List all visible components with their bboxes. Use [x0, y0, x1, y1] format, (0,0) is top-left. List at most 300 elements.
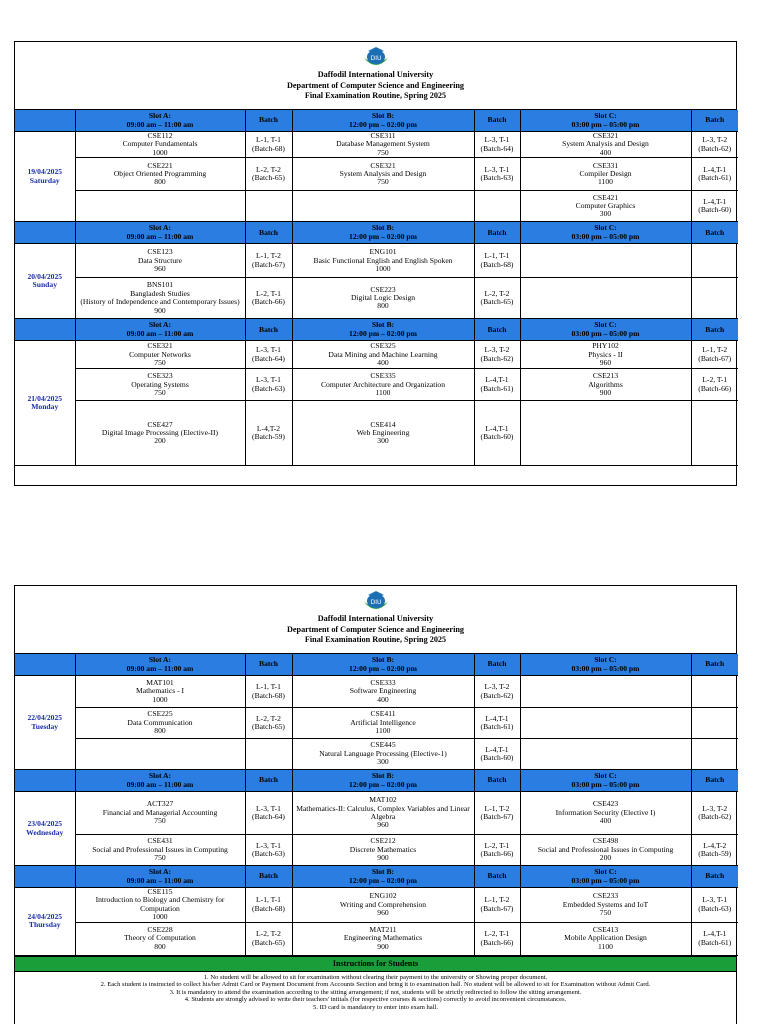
- batch-line: (Batch-67): [252, 259, 285, 269]
- course-line: 400: [377, 357, 389, 367]
- course-line: 800: [154, 941, 166, 951]
- course-cell: [520, 835, 691, 866]
- course-code: CSE413: [592, 925, 619, 935]
- batch-line: L-1, T-2: [484, 803, 510, 813]
- course-cell: [292, 341, 474, 369]
- course-cell: [292, 708, 474, 739]
- course-cell: [75, 922, 245, 955]
- exam-row: [15, 922, 738, 955]
- course-line: 1100: [598, 941, 613, 951]
- course-code: CSE445: [370, 740, 396, 750]
- batch-cell: [691, 244, 738, 278]
- routine-table: [15, 654, 738, 956]
- batch-line: (Batch-61): [698, 937, 732, 947]
- exam-row: [15, 676, 738, 708]
- course-cell: [75, 792, 245, 835]
- course-cell: [75, 708, 245, 739]
- exam-weekday: Tuesday: [31, 721, 59, 731]
- batch-cell: [474, 835, 520, 866]
- course-line: 400: [599, 816, 612, 826]
- course-cell: [520, 191, 691, 222]
- batch-line: L-3, T-1: [256, 345, 281, 355]
- batch-line: (Batch-67): [480, 812, 514, 821]
- course-code: BNS101: [146, 280, 174, 290]
- course-cell: [520, 676, 691, 708]
- course-line: Information Security (Elective I): [555, 807, 656, 817]
- slot-b-header-time: 12:00 pm – 02:00 pm: [349, 875, 417, 885]
- batch-header: Batch: [474, 770, 520, 792]
- batch-header: Batch: [245, 319, 292, 341]
- course-line: (History of Independence and Contemporary Issues): [80, 297, 240, 307]
- course-code: CSE223: [370, 284, 396, 294]
- slot-c-header-label: Slot C:: [594, 867, 617, 877]
- batch-cell: [245, 401, 292, 466]
- course-code: CSE321: [147, 341, 173, 351]
- course-code: PHY102: [592, 341, 619, 351]
- course-code: CSE498: [592, 836, 619, 846]
- course-cell: [292, 191, 474, 222]
- course-cell: [75, 739, 245, 770]
- slot-header-row: [15, 319, 738, 341]
- batch-cell: [474, 278, 520, 319]
- batch-line: (Batch-63): [252, 849, 285, 858]
- batch-header: Batch: [691, 319, 738, 341]
- course-line: 750: [154, 816, 166, 826]
- department-name: Department of Computer Science and Engineering: [286, 624, 464, 634]
- course-line: Algorithms: [588, 379, 623, 389]
- slot-header-blank: [15, 319, 75, 341]
- course-cell: [75, 278, 245, 319]
- batch-line: L-1, T-1: [256, 895, 281, 905]
- batch-line: L-3, T-1: [256, 840, 281, 850]
- date-cell: [15, 341, 75, 466]
- batch-header: Batch: [691, 110, 738, 132]
- course-line: Software Engineering: [349, 686, 417, 696]
- course-line: System Analysis and Design: [339, 169, 427, 179]
- batch-cell: [474, 401, 520, 466]
- batch-line: L-2, T-2: [256, 164, 281, 174]
- batch-line: L-1, T-2: [702, 345, 728, 355]
- course-line: 200: [154, 436, 166, 446]
- batch-line: L-4,T-1: [485, 744, 509, 754]
- department-name: Department of Computer Science and Engineering: [286, 80, 464, 90]
- batch-line: (Batch-64): [252, 353, 285, 363]
- course-cell: [520, 739, 691, 770]
- slot-b-header-time: 12:00 pm – 02:00 pm: [349, 328, 417, 338]
- slot-b-header: [292, 866, 474, 888]
- batch-line: L-3, T-2: [702, 803, 728, 813]
- course-line: Bangladesh Studies: [130, 288, 190, 298]
- slot-c-header-time: 03:00 pm – 05:00 pm: [571, 663, 640, 673]
- batch-line: L-1, T-1: [484, 251, 510, 261]
- course-cell: [75, 835, 245, 866]
- course-cell: [520, 401, 691, 466]
- course-line: Computer Fundamentals: [122, 139, 198, 149]
- course-cell: [292, 888, 474, 923]
- course-cell: [75, 369, 245, 401]
- course-line: 300: [377, 436, 389, 446]
- slot-a-header-time: 09:00 am – 11:00 am: [126, 663, 194, 673]
- batch-line: (Batch-63): [480, 173, 514, 183]
- slot-a-header-label: Slot A:: [148, 111, 172, 121]
- batch-cell: [245, 369, 292, 401]
- course-cell: [520, 922, 691, 955]
- batch-line: L-2, T-1: [484, 840, 510, 850]
- course-code: CSE333: [370, 677, 396, 687]
- course-line: 1100: [375, 387, 391, 397]
- course-cell: [520, 244, 691, 278]
- batch-cell: [474, 191, 520, 222]
- course-cell: [75, 191, 245, 222]
- slot-b-header-time: 12:00 pm – 02:00 pm: [349, 779, 417, 789]
- course-code: CSE421: [592, 192, 619, 202]
- routine-header: [15, 586, 736, 654]
- batch-cell: [245, 708, 292, 739]
- course-line: 300: [599, 209, 612, 219]
- course-line: Theory of Computation: [124, 933, 196, 943]
- course-line: Digital Logic Design: [350, 293, 416, 303]
- slot-b-header-time: 12:00 pm – 02:00 pm: [349, 663, 417, 673]
- batch-line: L-2, T-2: [256, 929, 281, 939]
- batch-cell: [691, 401, 738, 466]
- batch-line: L-4,T-1: [703, 164, 727, 174]
- slot-b-header: [292, 654, 474, 676]
- batch-line: (Batch-67): [480, 903, 514, 913]
- course-line: Writing and Comprehension: [339, 899, 427, 909]
- exam-date: 24/04/2025: [27, 911, 63, 921]
- slot-header-blank: [15, 222, 75, 244]
- batch-cell: [474, 341, 520, 369]
- course-line: Computer Networks: [129, 349, 191, 359]
- batch-cell: [474, 244, 520, 278]
- course-cell: [75, 158, 245, 191]
- course-code: CSE212: [370, 836, 396, 846]
- slot-c-header-time: 03:00 pm – 05:00 pm: [571, 119, 640, 129]
- batch-line: (Batch-61): [698, 173, 732, 183]
- batch-cell: [474, 708, 520, 739]
- slot-a-header-label: Slot A:: [148, 223, 172, 233]
- batch-line: (Batch-65): [252, 722, 285, 731]
- course-code: CSE112: [147, 131, 173, 140]
- batch-cell: [474, 158, 520, 191]
- course-code: ENG102: [369, 891, 397, 901]
- course-code: CSE321: [592, 131, 619, 140]
- course-code: CSE123: [147, 247, 173, 257]
- exam-row: [15, 158, 738, 191]
- instruction-item: 1. No student will be allowed to sit for examination without clearing their payment to the university or Showing proper document.: [203, 973, 548, 981]
- exam-row: [15, 792, 738, 835]
- batch-cell: [474, 739, 520, 770]
- batch-header: Batch: [245, 770, 292, 792]
- batch-line: (Batch-62): [480, 353, 514, 363]
- routine-title: Final Examination Routine, Spring 2025: [304, 635, 447, 644]
- instruction-item: 4. Students are strongly advised to write their teachers' initials (for respective courses & sections) correctly to avoid inconvenient circumstances.: [184, 996, 567, 1004]
- routine-page-2: [14, 585, 737, 1024]
- course-line: Computer Graphics: [575, 201, 636, 211]
- exam-date: 22/04/2025: [27, 713, 63, 723]
- course-line: 750: [154, 357, 166, 367]
- course-line: Embedded Systems and IoT: [562, 899, 649, 909]
- course-cell: [292, 676, 474, 708]
- slot-b-header: [292, 770, 474, 792]
- course-line: 1100: [375, 726, 391, 736]
- batch-line: L-3, T-2: [484, 682, 510, 692]
- slot-c-header-label: Slot C:: [594, 655, 617, 665]
- batch-cell: [245, 244, 292, 278]
- batch-cell: [245, 792, 292, 835]
- batch-cell: [691, 369, 738, 401]
- slot-a-header-label: Slot A:: [148, 655, 172, 665]
- batch-line: L-4,T-1: [485, 423, 509, 433]
- batch-cell: [245, 739, 292, 770]
- course-cell: [292, 922, 474, 955]
- course-line: 900: [377, 853, 389, 863]
- slot-header-blank: [15, 770, 75, 792]
- exam-weekday: Wednesday: [26, 827, 64, 837]
- slot-b-header: [292, 319, 474, 341]
- slot-header-row: [15, 866, 738, 888]
- course-line: 750: [154, 853, 166, 863]
- batch-line: L-4,T-1: [485, 713, 509, 723]
- batch-line: (Batch-66): [698, 383, 732, 393]
- date-cell: [15, 244, 75, 319]
- course-line: 750: [154, 387, 166, 397]
- course-line: 750: [377, 147, 389, 157]
- slot-a-header-time: 09:00 am – 11:00 am: [126, 119, 194, 129]
- course-cell: [75, 888, 245, 923]
- batch-header: Batch: [691, 222, 738, 244]
- course-cell: [292, 792, 474, 835]
- slot-b-header-label: Slot B:: [371, 111, 395, 121]
- batch-line: (Batch-68): [252, 143, 285, 153]
- course-code: CSE321: [370, 160, 396, 170]
- batch-cell: [245, 341, 292, 369]
- course-code: ENG101: [369, 247, 397, 257]
- course-line: 300: [377, 757, 389, 767]
- batch-line: L-1, T-1: [256, 682, 281, 692]
- batch-header: Batch: [474, 866, 520, 888]
- course-line: 960: [599, 357, 612, 367]
- slot-a-header-time: 09:00 am – 11:00 am: [126, 328, 194, 338]
- slot-a-header: [75, 110, 245, 132]
- batch-line: L-2, T-1: [702, 375, 728, 385]
- slot-c-header: [520, 866, 691, 888]
- batch-cell: [245, 158, 292, 191]
- slot-a-header-label: Slot A:: [148, 867, 172, 877]
- course-cell: [520, 132, 691, 158]
- batch-cell: [474, 888, 520, 923]
- course-cell: [292, 278, 474, 319]
- course-line: 400: [377, 694, 389, 704]
- course-code: CSE115: [147, 887, 173, 896]
- batch-cell: [245, 191, 292, 222]
- course-cell: [520, 888, 691, 923]
- routine-table: [15, 110, 738, 466]
- slot-c-header: [520, 319, 691, 341]
- slot-b-header-label: Slot B:: [371, 223, 395, 233]
- course-line: System Analysis and Design: [562, 139, 649, 149]
- slot-header-blank: [15, 866, 75, 888]
- batch-cell: [245, 888, 292, 923]
- course-line: Natural Language Processing (Elective-1): [319, 748, 447, 758]
- batch-line: (Batch-62): [698, 812, 732, 821]
- slot-c-header-label: Slot C:: [594, 771, 617, 781]
- batch-line: (Batch-64): [480, 143, 514, 153]
- exam-row: [15, 244, 738, 278]
- course-code: CSE311: [370, 131, 396, 140]
- exam-weekday: Sunday: [32, 280, 57, 290]
- exam-row: [15, 278, 738, 319]
- slot-header-row: [15, 222, 738, 244]
- course-line: Web Engineering: [356, 428, 410, 438]
- slot-a-header-label: Slot A:: [148, 320, 172, 330]
- course-line: 1100: [598, 177, 613, 187]
- batch-cell: [691, 708, 738, 739]
- batch-line: L-3, T-2: [702, 135, 728, 145]
- batch-cell: [245, 835, 292, 866]
- course-cell: [75, 401, 245, 466]
- batch-line: L-3, T-1: [484, 135, 510, 145]
- batch-header: Batch: [691, 654, 738, 676]
- course-cell: [292, 369, 474, 401]
- course-cell: [292, 158, 474, 191]
- batch-line: L-3, T-1: [256, 803, 281, 813]
- exam-row: [15, 739, 738, 770]
- exam-row: [15, 888, 738, 923]
- course-line: Mathematics-II: Calculus, Complex Variables and Linear Algebra: [296, 803, 470, 821]
- batch-cell: [691, 191, 738, 222]
- exam-date: 23/04/2025: [27, 819, 63, 829]
- instruction-item: 3. It is mandatory to attend the examination according to the sitting arrangement; if not, students will be strictly redirected to follow the sitting arrangement.: [169, 988, 582, 996]
- batch-line: L-2, T-2: [256, 713, 281, 723]
- instruction-item: 2. Each student is instructed to collect his/her Admit Card or Payment Document from Accounts Section and bring it to examination hall. No student will be allowed to sit for Examination without Admit Card.: [100, 981, 651, 989]
- exam-row: [15, 369, 738, 401]
- course-line: Physics - II: [588, 349, 623, 359]
- batch-line: (Batch-60): [480, 432, 514, 442]
- exam-row: [15, 341, 738, 369]
- batch-cell: [474, 792, 520, 835]
- course-line: 400: [599, 147, 612, 157]
- course-line: Mobile Application Design: [564, 933, 647, 943]
- batch-header: Batch: [245, 110, 292, 132]
- course-code: CSE225: [147, 709, 173, 719]
- batch-line: (Batch-68): [252, 903, 285, 913]
- batch-line: (Batch-65): [252, 937, 285, 947]
- batch-line: L-4,T-1: [703, 929, 727, 939]
- course-cell: [75, 244, 245, 278]
- exam-row: [15, 401, 738, 466]
- slot-a-header: [75, 770, 245, 792]
- batch-cell: [474, 922, 520, 955]
- course-code: CSE414: [370, 419, 396, 429]
- exam-row: [15, 708, 738, 739]
- batch-line: (Batch-60): [698, 205, 732, 215]
- slot-c-header-label: Slot C:: [594, 111, 617, 121]
- course-line: Compiler Design: [579, 169, 632, 179]
- batch-header: Batch: [245, 654, 292, 676]
- slot-b-header: [292, 110, 474, 132]
- course-line: Artificial Intelligence: [350, 717, 416, 727]
- batch-line: (Batch-61): [480, 722, 514, 731]
- course-line: Social and Professional Issues in Computing: [92, 844, 228, 854]
- slot-b-header: [292, 222, 474, 244]
- course-code: CSE427: [147, 419, 173, 429]
- course-line: Engineering Mathematics: [343, 933, 423, 943]
- batch-line: L-1, T-1: [256, 135, 281, 145]
- slot-header-blank: [15, 654, 75, 676]
- batch-header: Batch: [245, 866, 292, 888]
- course-line: Discrete Mathematics: [349, 844, 417, 854]
- university-logo-icon: [362, 46, 390, 70]
- batch-line: (Batch-62): [698, 143, 732, 153]
- instruction-item: 5. ID card is mandatory to enter into exam hall.: [312, 1004, 439, 1011]
- slot-c-header-time: 03:00 pm – 05:00 pm: [571, 779, 640, 789]
- course-code: CSE213: [592, 371, 619, 381]
- routine-page-1: [14, 41, 737, 486]
- batch-line: L-4,T-1: [703, 196, 727, 206]
- batch-line: L-2, T-2: [484, 288, 510, 298]
- svg-text:DIU: DIU: [370, 599, 381, 606]
- course-cell: [75, 132, 245, 158]
- batch-cell: [691, 132, 738, 158]
- course-cell: [520, 369, 691, 401]
- slot-b-header-label: Slot B:: [371, 320, 395, 330]
- course-line: 200: [599, 853, 612, 863]
- batch-line: (Batch-67): [698, 353, 732, 363]
- course-line: 960: [154, 263, 166, 273]
- exam-row: [15, 835, 738, 866]
- batch-cell: [691, 676, 738, 708]
- course-cell: [292, 739, 474, 770]
- slot-c-header: [520, 770, 691, 792]
- batch-line: (Batch-59): [698, 849, 732, 858]
- exam-row: [15, 132, 738, 158]
- batch-header: Batch: [691, 866, 738, 888]
- batch-cell: [474, 676, 520, 708]
- batch-cell: [691, 158, 738, 191]
- course-code: CSE411: [370, 709, 396, 719]
- batch-cell: [245, 676, 292, 708]
- course-line: 960: [377, 908, 389, 918]
- course-code: CSE423: [592, 799, 619, 809]
- course-line: 800: [377, 301, 389, 311]
- slot-c-header: [520, 654, 691, 676]
- batch-line: (Batch-68): [480, 259, 514, 269]
- course-code: CSE323: [147, 371, 173, 381]
- batch-cell: [245, 278, 292, 319]
- exam-weekday: Saturday: [29, 175, 60, 185]
- slot-a-header: [75, 654, 245, 676]
- course-line: 800: [154, 177, 166, 187]
- course-code: MAT102: [369, 795, 397, 805]
- course-line: 960: [377, 820, 389, 830]
- batch-header: Batch: [474, 222, 520, 244]
- instructions-list: [15, 972, 736, 1012]
- batch-header: Batch: [474, 654, 520, 676]
- batch-cell: [474, 369, 520, 401]
- slot-c-header-label: Slot C:: [594, 320, 617, 330]
- slot-b-header-time: 12:00 pm – 02:00 pm: [349, 119, 417, 129]
- course-line: Object Oriented Programming: [113, 169, 207, 179]
- batch-line: L-1, T-2: [256, 251, 281, 261]
- batch-header: Batch: [691, 770, 738, 792]
- date-cell: [15, 792, 75, 866]
- course-cell: [75, 676, 245, 708]
- batch-cell: [691, 341, 738, 369]
- course-code: CSE228: [147, 925, 173, 935]
- batch-header: Batch: [245, 222, 292, 244]
- batch-line: (Batch-64): [252, 812, 285, 821]
